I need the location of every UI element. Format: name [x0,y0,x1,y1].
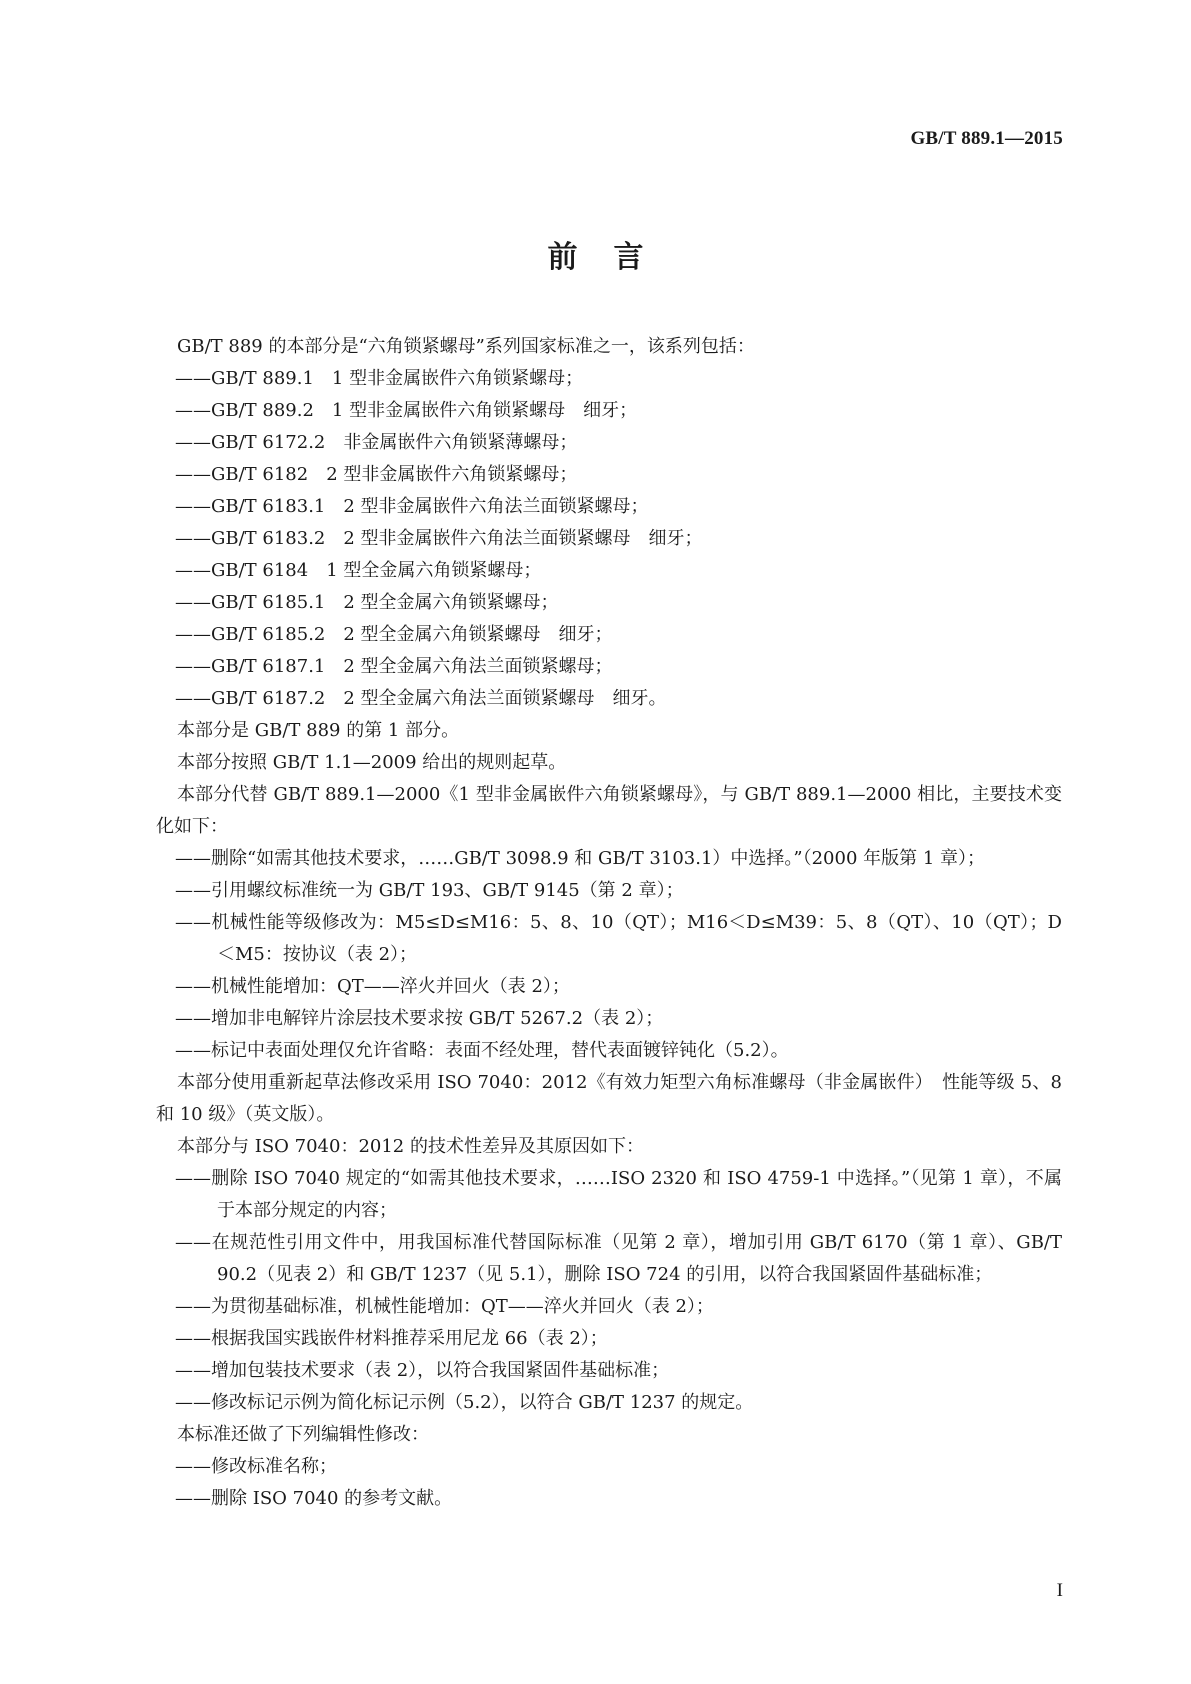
list-item: ——根据我国实践嵌件材料推荐采用尼龙 66（表 2）； [175,1328,608,1349]
list-item: ——GB/T 6183.1 2 型非金属嵌件六角法兰面锁紧螺母； [175,496,649,517]
list-item: ——机械性能等级修改为：M5≤D≤M16：5、8、10（QT）；M16＜D≤M39：5、8（QT）、10（QT）；D＜M5：按协议（表 2）； [175,912,1062,965]
paragraph: 本部分与 ISO 7040：2012 的技术性差异及其原因如下： [177,1136,644,1157]
document-body [156,331,1062,1515]
document-code: GB/T 889.1—2015 [910,128,1063,149]
paragraph: 本部分按照 GB/T 1.1—2009 给出的规则起草。 [177,752,567,773]
paragraph: 本部分使用重新起草法修改采用 ISO 7040：2012《有效力矩型六角标准螺母（非金属嵌件） 性能等级 5、8 和 10 级》（英文版）。 [156,1072,1062,1125]
list-item: ——GB/T 6187.1 2 型全金属六角法兰面锁紧螺母； [175,656,613,677]
list-item: ——GB/T 6187.2 2 型全金属六角法兰面锁紧螺母 细牙。 [175,688,667,709]
list-item: ——机械性能增加：QT——淬火并回火（表 2）； [175,976,570,997]
paragraph: 本部分代替 GB/T 889.1—2000《1 型非金属嵌件六角锁紧螺母》，与 GB/T 889.1—2000 相比，主要技术变化如下： [156,784,1062,837]
list-item: ——在规范性引用文件中，用我国标准代替国际标准（见第 2 章），增加引用 GB/T 6170（第 1 章）、GB/T 90.2（见表 2）和 GB/T 1237（见 5.1），删除 ISO 724 的引用，以符合我国紧固件基础标准； [175,1232,1062,1285]
list-item: ——GB/T 889.2 1 型非金属嵌件六角锁紧螺母 细牙； [175,400,638,421]
list-item: ——GB/T 6172.2 非金属嵌件六角锁紧薄螺母； [175,432,578,453]
list-item: ——删除“如需其他技术要求，……GB/T 3098.9 和 GB/T 3103.1）中选择。”（2000 年版第 1 章）； [175,848,986,869]
list-item: ——删除 ISO 7040 规定的“如需其他技术要求，……ISO 2320 和 ISO 4759-1 中选择。”（见第 1 章），不属于本部分规定的内容； [175,1168,1062,1221]
page-title: 前言 [547,240,680,275]
list-item: ——删除 ISO 7040 的参考文献。 [175,1488,453,1509]
page-number: I [1056,1580,1063,1601]
list-item: ——GB/T 6183.2 2 型非金属嵌件六角法兰面锁紧螺母 细牙； [175,528,703,549]
list-item: ——GB/T 6185.1 2 型全金属六角锁紧螺母； [175,592,559,613]
list-item: ——GB/T 889.1 1 型非金属嵌件六角锁紧螺母； [175,368,584,389]
list-item: ——标记中表面处理仅允许省略：表面不经处理，替代表面镀锌钝化（5.2）。 [175,1040,789,1061]
list-item: ——增加包装技术要求（表 2），以符合我国紧固件基础标准； [175,1360,670,1381]
paragraph: GB/T 889 的本部分是“六角锁紧螺母”系列国家标准之一，该系列包括： [177,336,755,357]
list-item: ——增加非电解锌片涂层技术要求按 GB/T 5267.2（表 2）； [175,1008,664,1029]
paragraph: 本部分是 GB/T 889 的第 1 部分。 [177,720,460,741]
list-item: ——GB/T 6185.2 2 型全金属六角锁紧螺母 细牙； [175,624,613,645]
paragraph: 本标准还做了下列编辑性修改： [177,1424,429,1445]
list-item: ——引用螺纹标准统一为 GB/T 193、GB/T 9145（第 2 章）； [175,880,684,901]
list-item: ——为贯彻基础标准，机械性能增加：QT——淬火并回火（表 2）； [175,1296,714,1317]
list-item: ——修改标记示例为简化标记示例（5.2），以符合 GB/T 1237 的规定。 [175,1392,754,1413]
list-item: ——GB/T 6184 1 型全金属六角锁紧螺母； [175,560,542,581]
list-item: ——GB/T 6182 2 型非金属嵌件六角锁紧螺母； [175,464,578,485]
list-item: ——修改标准名称； [175,1456,337,1477]
